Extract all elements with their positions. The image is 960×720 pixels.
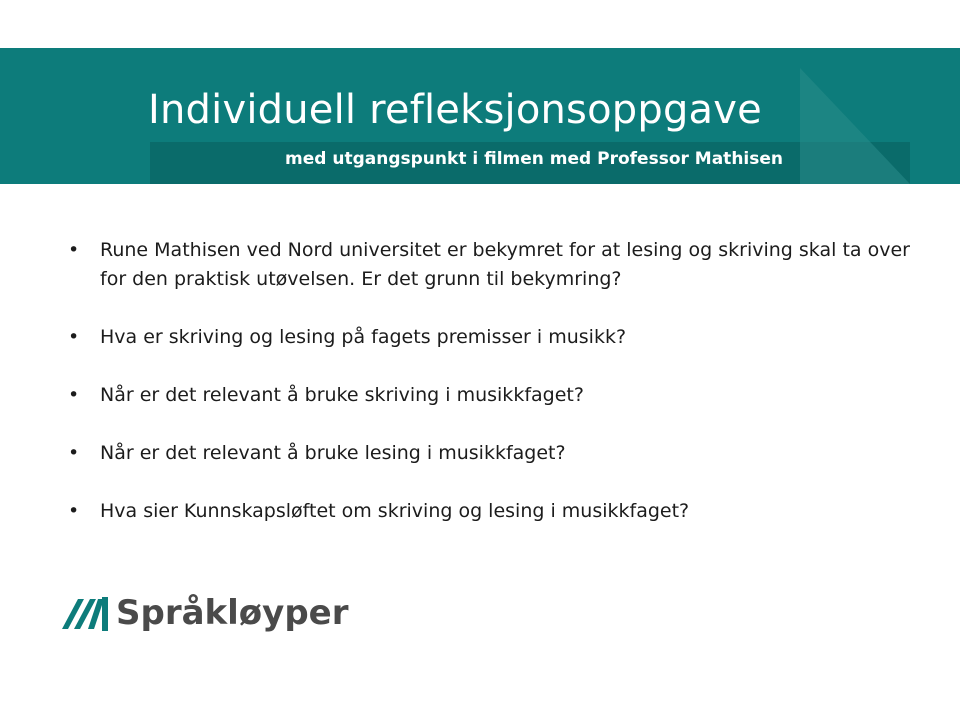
bullet-marker: • — [68, 442, 80, 464]
bullet-marker: • — [68, 326, 80, 348]
question-list — [68, 236, 918, 555]
question-text: Hva sier Kunnskapsløftet om skriving og lesing i musikkfaget? — [100, 500, 690, 522]
sprakloyper-logo — [62, 588, 349, 638]
question-item — [68, 236, 918, 294]
question-text: Rune Mathisen ved Nord universitet er bekymret for at lesing og skriving skal ta over for den praktisk utøvelsen. Er det grunn til bekymring? — [100, 239, 910, 290]
question-item — [68, 381, 918, 410]
question-text: Når er det relevant å bruke skriving i musikkfaget? — [100, 384, 584, 406]
bullet-marker: • — [68, 500, 80, 522]
question-item — [68, 497, 918, 526]
logo-text: Språkløyper — [116, 593, 349, 633]
three-slashes-logo-icon — [62, 593, 108, 633]
question-item — [68, 323, 918, 352]
title-banner — [0, 48, 960, 184]
bullet-marker: • — [68, 384, 80, 406]
question-text: Når er det relevant å bruke lesing i musikkfaget? — [100, 442, 566, 464]
bullet-marker: • — [68, 239, 80, 261]
question-item — [68, 439, 918, 468]
slide-subtitle: med utgangspunkt i filmen med Professor Mathisen — [285, 149, 783, 169]
question-text: Hva er skriving og lesing på fagets premisser i musikk? — [100, 326, 627, 348]
slide-title: Individuell refleksjonsoppgave — [148, 87, 762, 133]
